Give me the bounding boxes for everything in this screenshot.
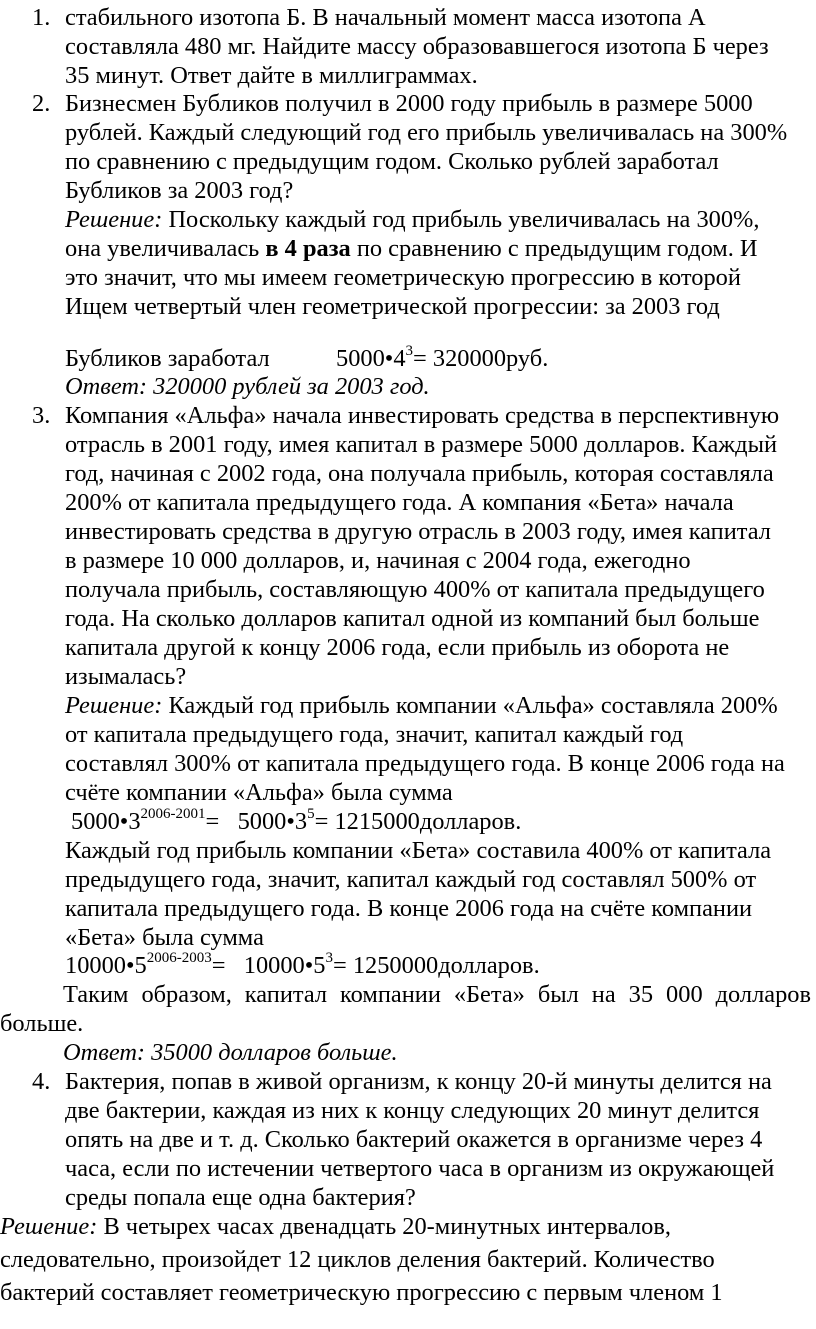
formula-middle: = 10000•5 — [211, 952, 326, 979]
text-line: Каждый год прибыль компании «Бета» составила 400% от капитала — [65, 837, 772, 864]
text-line: две бактерии, каждая из них к концу следующих 20 минут делится — [65, 1097, 760, 1124]
text-line: год, начиная с 2002 года, она получала прибыль, которая составляла — [65, 460, 774, 487]
item-number: 2. — [32, 90, 51, 117]
text-line: предыдущего года, значит, капитал каждый год составлял 500% от — [65, 866, 757, 893]
text-line: часа, если по истечении четвертого часа в организм из окружающей — [65, 1155, 775, 1182]
solution-label: Решение: — [65, 692, 163, 719]
conclusion-line: больше. — [0, 1010, 84, 1037]
conclusion-line: Таким образом, капитал компании «Бета» был на 35 000 долларов — [63, 981, 811, 1008]
text-line: опять на две и т. д. Сколько бактерий окажется в организме через 4 — [65, 1126, 763, 1153]
text-line: Бизнесмен Бубликов получил в 2000 году прибыль в размере 5000 — [65, 90, 753, 117]
text-line: года. На сколько долларов капитал одной из компаний был больше — [65, 605, 760, 632]
solution-text: В четырех часах двенадцать 20-минутных интервалов, — [103, 1213, 671, 1240]
text-line: отрасль в 2001 году, имея капитал в размере 5000 долларов. Каждый — [65, 431, 778, 458]
text-line: среды попала еще одна бактерия? — [65, 1184, 416, 1211]
item-number: 4. — [32, 1068, 51, 1095]
solution-text: она увеличивалась — [65, 235, 266, 262]
formula — [336, 344, 548, 373]
text-line: Бактерия, попав в живой организм, к концу 20-й минуты делится на — [65, 1068, 772, 1095]
solution-line — [65, 691, 778, 720]
formula — [71, 807, 521, 836]
solution-text: Каждый год прибыль компании «Альфа» составляла 200% — [168, 692, 778, 719]
formula-exponent: 5 — [307, 805, 315, 822]
solution-line: бактерий составляет геометрическую прогрессию с первым членом 1 — [0, 1279, 723, 1306]
solution-label: Решение: — [65, 206, 163, 233]
formula-exponent: 3 — [405, 342, 414, 359]
text-line: инвестировать средства в другую отрасль в 2003 году, имея капитал — [65, 518, 771, 545]
solution-text: по сравнению с предыдущим годом. И — [350, 235, 758, 262]
item-number: 3. — [32, 402, 51, 429]
solution-line: составлял 300% от капитала предыдущего года. В конце 2006 года на — [65, 750, 785, 777]
formula-result: = 320000руб. — [413, 345, 549, 372]
text-line: Бубликов за 2003 год? — [65, 177, 294, 204]
formula-middle: = 5000•3 — [205, 808, 308, 835]
answer: Ответ: 320000 рублей за 2003 год. — [65, 373, 430, 400]
solution-line: это значит, что мы имеем геометрическую прогрессию в которой — [65, 264, 741, 291]
solution-line — [65, 205, 759, 234]
answer: Ответ: 35000 долларов больше. — [63, 1039, 398, 1066]
text-line: изымалась? — [65, 663, 187, 690]
text-line: «Бета» была сумма — [65, 924, 264, 951]
text-line: 200% от капитала предыдущего года. А компания «Бета» начала — [65, 489, 734, 516]
text-line: рублей. Каждый следующий год его прибыль увеличивалась на 300% — [65, 119, 788, 146]
formula-result: = 1215000долларов. — [314, 808, 522, 835]
formula — [65, 951, 540, 980]
text-line: 35 минут. Ответ дайте в миллиграммах. — [65, 62, 478, 89]
formula-exponent: 2006-2003 — [146, 949, 212, 966]
text-line: стабильного изотопа Б. В начальный момент масса изотопа А — [65, 4, 706, 31]
solution-line — [0, 1212, 671, 1241]
solution-line — [65, 234, 758, 263]
solution-line: следовательно, произойдет 12 циклов деления бактерий. Количество — [0, 1246, 715, 1273]
formula-base: 5000•3 — [71, 808, 141, 835]
text-line: в размере 10 000 долларов, и, начиная с 2004 года, ежегодно — [65, 547, 691, 574]
solution-line: счёте компании «Альфа» была сумма — [65, 779, 453, 806]
text-line: капитала другой к концу 2006 года, если прибыль из оборота не — [65, 634, 730, 661]
emphasis-text: в 4 раза — [265, 235, 351, 262]
formula-exponent: 2006-2001 — [140, 805, 206, 822]
solution-line: от капитала предыдущего года, значит, капитал каждый год — [65, 721, 684, 748]
text-line: капитала предыдущего года. В конце 2006 года на счёте компании — [65, 895, 753, 922]
text-line: получала прибыль, составляющую 400% от капитала предыдущего — [65, 576, 765, 603]
item-number: 1. — [32, 4, 51, 31]
solution-text: Поскольку каждый год прибыль увеличивалась на 300%, — [168, 206, 760, 233]
solution-line: Ищем четвертый член геометрической прогрессии: за 2003 год — [65, 293, 720, 320]
solution-label: Решение: — [0, 1213, 98, 1240]
text-line: по сравнению с предыдущим годом. Сколько рублей заработал — [65, 148, 719, 175]
text-line: составляла 480 мг. Найдите массу образовавшегося изотопа Б через — [65, 33, 769, 60]
calc-label: Бубликов заработал — [65, 345, 270, 372]
formula-result: = 1250000долларов. — [332, 952, 540, 979]
text-line: Компания «Альфа» начала инвестировать средства в перспективную — [65, 402, 780, 429]
formula-base: 5000•4 — [336, 345, 406, 372]
formula-base: 10000•5 — [65, 952, 147, 979]
formula-exponent: 3 — [325, 949, 333, 966]
